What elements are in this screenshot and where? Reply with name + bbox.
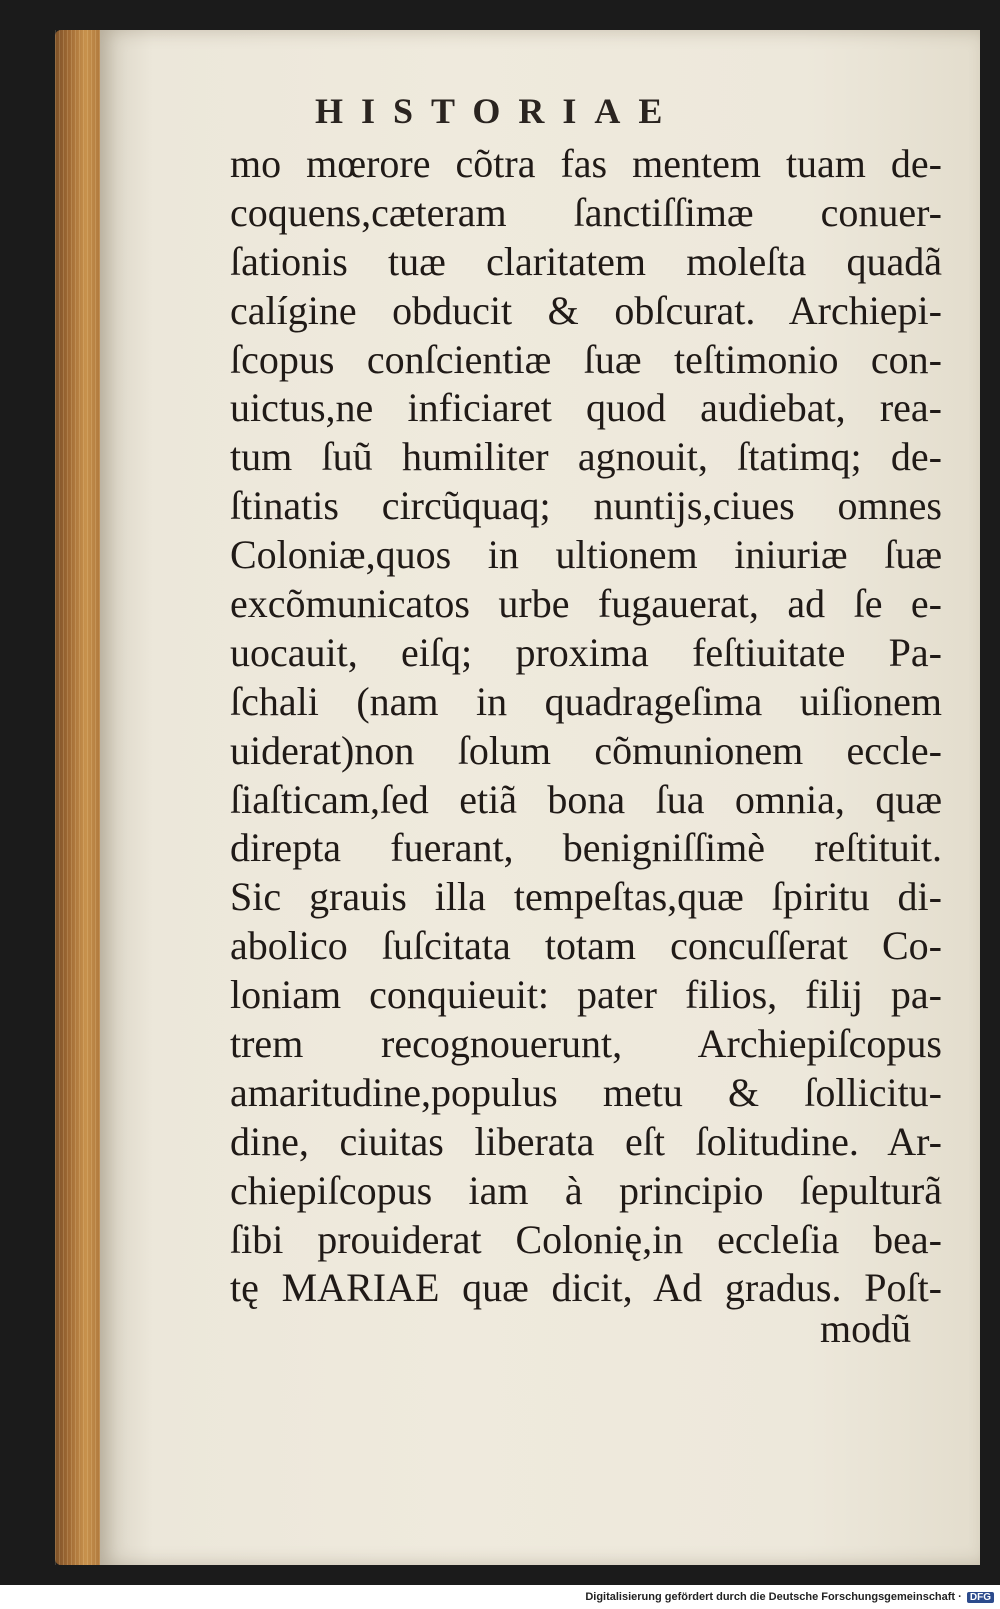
text-line: calígine obducit & obſcurat. Archiepi- [230, 287, 942, 333]
running-head: HISTORIAE [315, 91, 681, 131]
text-line: loniam conquieuit: pater filios, filij pa- [230, 972, 942, 1018]
text-line: uictus,ne inficiaret quod audiebat, rea- [230, 385, 942, 431]
text-line: Coloniæ,quos in ultionem iniuriæ ſuæ [230, 532, 942, 578]
text-line: dine, ciuitas liberata eſt ſolitudine. Ar- [230, 1118, 942, 1164]
text-line: amaritudine,populus metu & ſollicitu- [230, 1069, 942, 1115]
text-line: ſiaſticam,ſed etiã bona ſua omnia, quæ [230, 776, 942, 822]
text-line: ſcopus conſcientiæ ſuæ teſtimonio con- [230, 336, 942, 382]
text-line: direpta fuerant, benigniſſimè reſtituit. [230, 825, 942, 871]
text-line: uocauit, eiſq; proxima feſtiuitate Pa- [230, 629, 942, 675]
text-line: tum ſuũ humiliter agnouit, ſtatimq; de- [230, 434, 942, 480]
text-block [230, 140, 942, 1313]
text-line: tę MARIAE quæ dicit, Ad gradus. Poſt- [230, 1265, 942, 1311]
text-line: trem recognouerunt, Archiepiſcopus [230, 1021, 942, 1067]
text-line: ſibi prouiderat Colonię,in eccleſia bea- [230, 1216, 942, 1262]
text-line: mo mœrore cõtra fas mentem tuam de- [230, 141, 942, 186]
digitization-credit [585, 1591, 994, 1603]
text-line: ſtinatis circũquaq; nuntijs,ciues omnes [230, 483, 942, 529]
text-line: abolico ſuſcitata totam concuſſerat Co- [230, 923, 942, 969]
dfg-logo: DFG [967, 1592, 994, 1603]
text-line: coquens,cæteram ſanctiſſimæ conuer- [230, 189, 942, 235]
catchword: modũ [820, 1306, 912, 1351]
text-line: chiepiſcopus iam à principio ſepulturã [230, 1167, 942, 1213]
text-line: excõmunicatos urbe fugauerat, ad ſe e- [230, 581, 942, 627]
text-line: uiderat)non ſolum cõmunionem eccle- [230, 727, 942, 773]
text-line: ſationis tuæ claritatem moleſta quadã [230, 238, 942, 284]
text-line: ſchali (nam in quadrageſima uiſionem [230, 678, 942, 724]
text-line: Sic grauis illa tempeſtas,quæ ſpiritu di- [230, 874, 942, 920]
credit-text: Digitalisierung gefördert durch die Deutsche Forschungsgemeinschaft · [585, 1591, 962, 1603]
